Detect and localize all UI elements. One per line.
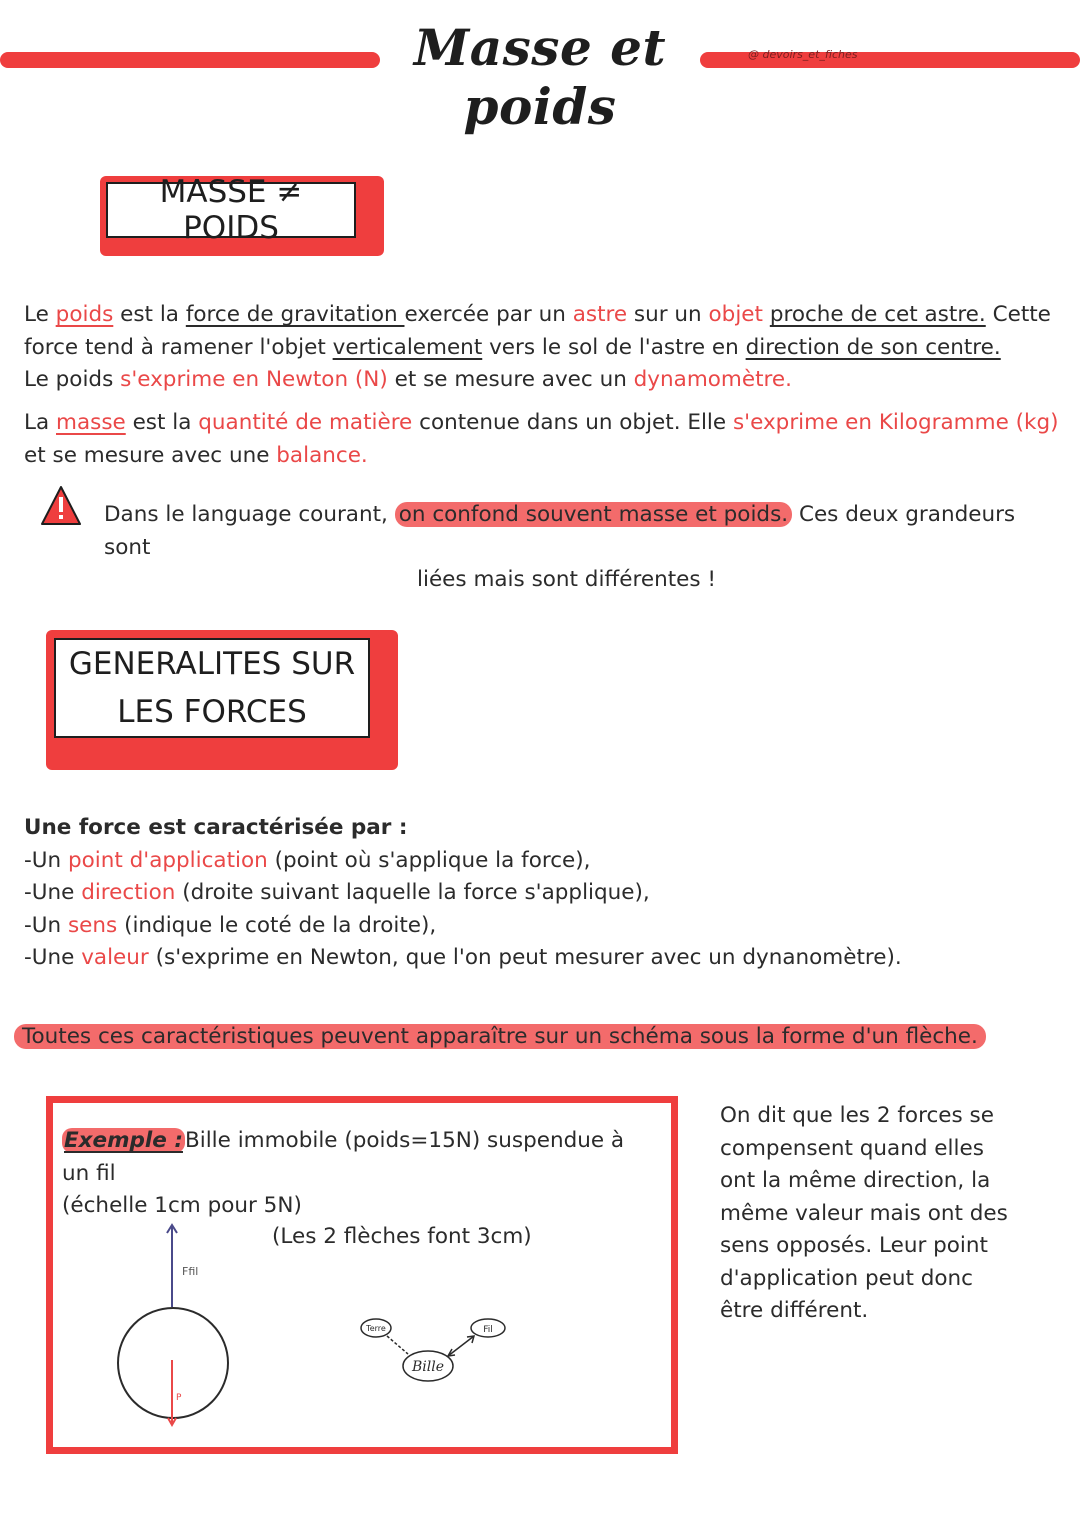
term-dynamometre: dynamomètre. [633, 367, 792, 392]
masse-line-2: et se mesure avec une balance. [24, 442, 368, 468]
arrows-note: (Les 2 flèches font 3cm) [272, 1224, 532, 1249]
term-balance: balance. [276, 442, 368, 468]
ball-diagram [100, 1215, 250, 1430]
example-label: Exemple : [64, 1128, 183, 1153]
side-note-line: ont la même direction, la [720, 1168, 991, 1193]
section-forces-line-2: LES FORCES [117, 694, 307, 730]
section-forces-line-1: GENERALITES SUR [68, 646, 356, 682]
term-verticalement: verticalement [332, 334, 483, 360]
example-text [62, 1125, 652, 1223]
forces-intro: Une force est caractérisée par : [24, 815, 408, 840]
example-scale: (échelle 1cm pour 5N) [62, 1193, 302, 1218]
side-note [720, 1100, 1040, 1328]
poids-line-2: force tend à ramener l'objet verticalement vers le sol de l'astre en direction de son centre. [24, 334, 1001, 360]
warning-text [104, 499, 1044, 597]
side-note-line: sens opposés. Leur point [720, 1233, 988, 1258]
poids-line-3: Le poids s'exprime en Newton (N) et se mesure avec un dynamomètre. [24, 367, 792, 392]
warning-icon [40, 485, 82, 527]
side-note-line: On dit que les 2 forces se [720, 1103, 994, 1128]
term-newton: s'exprime en Newton (N) [120, 367, 388, 392]
term-kilogramme: s'exprime en Kilogramme (kg) [732, 410, 1059, 435]
force-item-point: -Un point d'application (point où s'applique la force), [24, 847, 591, 873]
section-forces-title [54, 638, 370, 738]
warning-line-2: liées mais sont différentes ! [417, 567, 717, 592]
term-direction-centre: direction de son centre. [745, 334, 1001, 360]
poids-definition [24, 299, 1064, 397]
example-line-1: Exemple :Bille immobile (poids=15N) suspendue à un fil [62, 1128, 625, 1186]
term-force-gravitation: force de gravitation [185, 302, 405, 327]
term-proche: proche de cet astre. [769, 302, 986, 327]
term-astre: astre [572, 302, 628, 327]
forces-list [24, 812, 1064, 975]
terre-label: Terre [366, 1324, 386, 1333]
ffil-label: Ffil [182, 1265, 199, 1278]
watermark: @ devoirs_et_fiches [748, 48, 858, 61]
schema-note [14, 1021, 986, 1054]
terre-bille-link [387, 1336, 408, 1354]
title-band-left [0, 52, 380, 68]
poids-label: P [176, 1393, 182, 1403]
side-note-line: d'application peut donc [720, 1265, 974, 1291]
force-item-direction: -Une direction (droite suivant laquelle la force s'applique), [24, 880, 650, 905]
fil-bille-link [448, 1336, 474, 1356]
section-masse-poids-title: MASSE ≠ POIDS [106, 182, 356, 238]
term-quantite-matiere: quantité de matière [198, 410, 413, 435]
term-poids: poids [55, 302, 114, 327]
section-forces-box [46, 630, 400, 772]
masse-line-1: La masse est la quantité de matière contenue dans un objet. Elle s'exprime en Kilogramme (kg) [24, 410, 1059, 435]
term-objet: objet [708, 302, 763, 327]
warning-line-1: Dans le language courant, on confond souvent masse et poids. Ces deux grandeurs sont [104, 502, 1016, 560]
warning-highlight: on confond souvent masse et poids. [395, 502, 792, 527]
force-item-sens: -Un sens (indique le coté de la droite), [24, 912, 437, 938]
bille-label: Bille [411, 1359, 445, 1375]
masse-definition [24, 407, 1064, 472]
force-item-valeur: -Une valeur (s'exprime en Newton, que l'on peut mesurer avec un dynanomètre). [24, 945, 902, 970]
schema-note-highlight: Toutes ces caractéristiques peuvent apparaître sur un schéma sous la forme d'un flèche. [14, 1024, 986, 1049]
fil-label: Fil [483, 1325, 493, 1335]
section-masse-poids-box [100, 176, 386, 258]
page-title: Masse et poids [413, 18, 667, 136]
term-masse: masse [56, 410, 126, 435]
side-note-line: même valeur mais ont des [720, 1200, 1008, 1226]
interaction-diagram [352, 1310, 522, 1390]
side-note-line: être différent. [720, 1298, 869, 1323]
poids-line-1: Le poids est la force de gravitation exercée par un astre sur un objet proche de cet astre. Cette [24, 302, 1051, 327]
side-note-line: compensent quand elles [720, 1135, 984, 1161]
